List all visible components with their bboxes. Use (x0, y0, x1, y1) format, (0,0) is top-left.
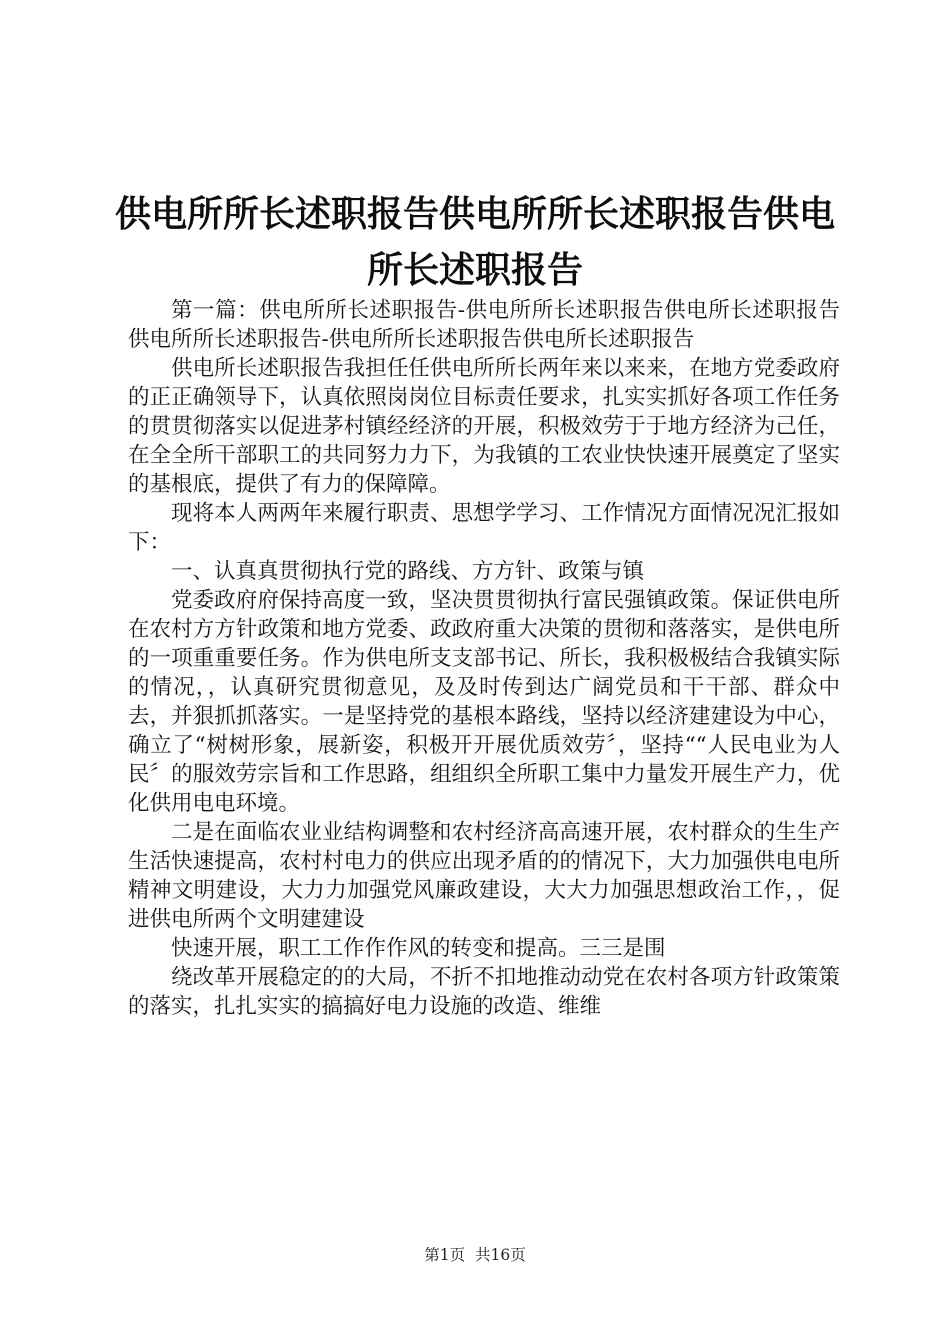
paragraph-point-two: 二是在面临农业业结构调整和农村经济高高速开展，农村群众的生生产生活快速提高，农村村电力的供应出现矛盾的的情况下，大力加强供电电所精神文明建设，大力力加强党风廉政建设，大大力加强思想政治工作，，促进供电所两个文明建建设 (128, 820, 840, 932)
document-title (110, 186, 840, 298)
paragraph-work-style: 快速开展，职工工作作作风的转变和提高。三三是围 (171, 936, 666, 961)
paragraph-party-policy: 党委政府府保持高度一致，坚决贯贯彻执行富民强镇政策。保证供电所在农村方方针政策和地方党委、政政府重大决策的贯彻和落落实，是供电所的一项重重要任务。作为供电所支支部书记、所长，我积极极结合我镇实际的情况，，认真研究贯彻意见，及及时传到达广阔党员和干干部、群众中去，并狠抓抓落实。一是坚持党的基根本路线，坚持以经济建建设为中心，确立了“树树形象，展新姿，积极开开展优质效劳〞，坚持““人民电业为人民〞的服效劳宗旨和工作思路，组组织全所职工集中力量发开展生产力，优化供用电电环境。 (128, 588, 840, 816)
document-body (128, 296, 840, 1021)
paragraph-report-lead: 现将本人两两年来履行职责、思想学学习、工作情况方面情况况汇报如下： (128, 501, 840, 555)
page-number-label: 第1页 共16页 (424, 1246, 526, 1264)
title-line-1: 供电所所长述职报告供电所所长述职报告供电 (114, 193, 835, 235)
page-footer (0, 1245, 950, 1265)
paragraph-summary: 供电所长述职报告我担任任供电所所长两年来以来来，在地方党委政府的正正确领导下，认真依照岗岗位目标责任要求，扎实实抓好各项工作任务的贯贯彻落实以促进茅村镇经经济的开展，积极效劳于于地方经济为己任，在全全所干部职工的共同努力力下，为我镇的工农业快快速开展奠定了坚实的基根底，提供了有力的保障障。 (128, 356, 840, 497)
section-heading-one: 一、认真真贯彻执行党的路线、方方针、政策与镇 (171, 559, 645, 584)
paragraph-reform: 绕改革开展稳定的的大局，不折不扣地推动动党在农村各项方针政策策的落实，扎扎实实的搞搞好电力设施的改造、维维 (128, 965, 840, 1019)
title-line-2: 所长述职报告 (366, 249, 583, 291)
paragraph-intro: 第一篇：供电所所长述职报告-供电所所长述职报告供电所长述职报告供电所所长述职报告-供电所所长述职报告供电所长述职报告 (128, 298, 840, 352)
